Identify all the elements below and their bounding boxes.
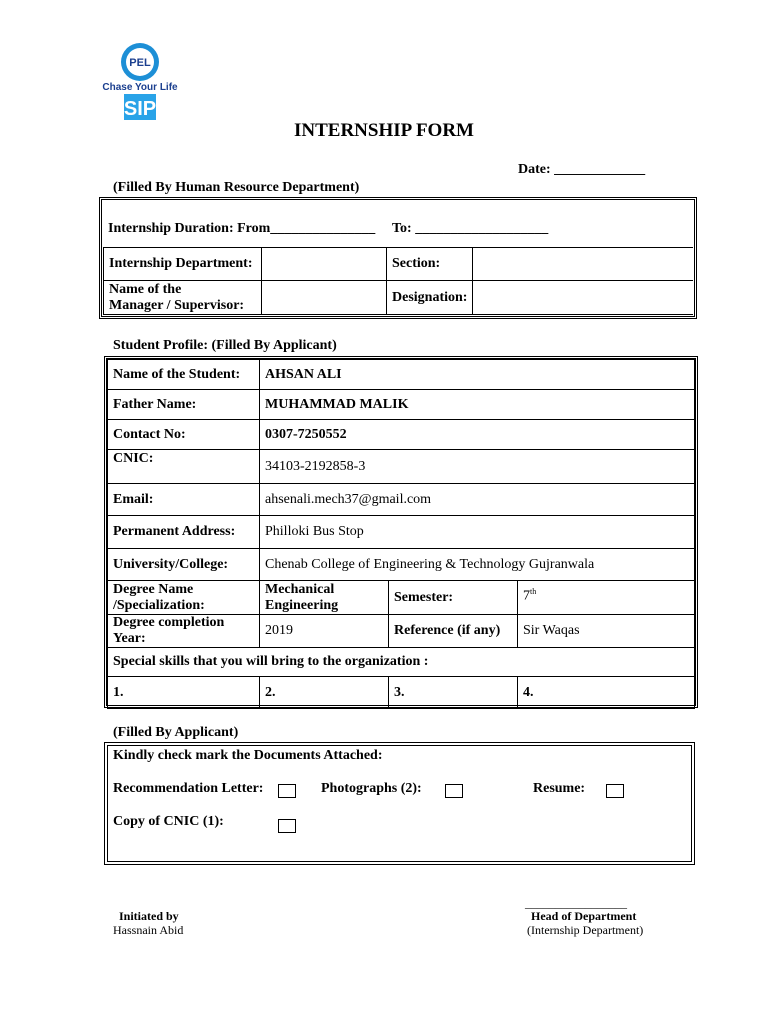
cnic-copy-checkbox[interactable] [278,819,296,833]
hr-table [103,247,693,315]
photographs-label: Photographs (2): [321,781,422,796]
university-value[interactable]: Chenab College of Engineering & Technology Gujranwala [260,549,695,581]
initiated-by-name: Hassnain Abid [113,923,184,937]
degree-label: Degree Name /Specialization: [108,581,260,615]
student-name-label: Name of the Student: [108,360,260,390]
reference-label: Reference (if any) [389,615,518,648]
recommendation-letter-label: Recommendation Letter: [113,781,264,796]
hod-department: (Internship Department) [527,923,644,937]
student-name-value[interactable]: AHSAN ALI [260,360,695,390]
section-input[interactable] [473,248,693,281]
department-input[interactable] [262,248,387,281]
hr-section-heading: (Filled By Human Resource Department) [113,180,360,195]
skill-4[interactable]: 4. [518,677,695,709]
recommendation-letter-checkbox[interactable] [278,784,296,798]
manager-input[interactable] [262,281,387,315]
degree-value[interactable]: Mechanical Engineering [260,581,389,615]
father-name-value[interactable]: MUHAMMAD MALIK [260,390,695,420]
logo-letters: SIP [123,98,157,120]
documents-instruction: Kindly check mark the Documents Attached: [113,748,383,763]
completion-year-label: Degree completion Year: [108,615,260,648]
hod-label: Head of Department [531,909,637,923]
hr-section-box [99,197,697,319]
cnic-label: CNIC: [108,450,260,484]
completion-year-value[interactable]: 2019 [260,615,389,648]
designation-input[interactable] [473,281,693,315]
reference-value[interactable]: Sir Waqas [518,615,695,648]
logo-slogan-text: Chase Your Life [102,82,178,93]
company-logo [102,40,182,122]
university-label: University/College: [108,549,260,581]
logo-pel-text: PEL [129,57,151,69]
cnic-value[interactable]: 34103-2192858-3 [260,450,695,484]
skill-3[interactable]: 3. [389,677,518,709]
form-title: INTERNSHIP FORM [294,120,474,141]
photographs-checkbox[interactable] [445,784,463,798]
duration-from-field[interactable]: Internship Duration: From_______________ [108,221,376,236]
hod-signature-line[interactable]: _________________ [525,896,627,910]
duration-to-field[interactable]: To: ___________________ [392,221,549,236]
manager-label: Name of the Manager / Supervisor: [104,281,262,315]
resume-label: Resume: [533,781,586,796]
skill-2[interactable]: 2. [260,677,389,709]
designation-label: Designation: [387,281,473,315]
student-section-heading: Student Profile: (Filled By Applicant) [113,338,337,353]
student-table [107,359,695,709]
email-value[interactable]: ahsenali.mech37@gmail.com [260,484,695,516]
special-skills-label: Special skills that you will bring to the organization : [108,648,695,677]
semester-label: Semester: [389,581,518,615]
contact-label: Contact No: [108,420,260,450]
semester-value[interactable]: 7th [518,581,695,615]
date-field[interactable]: Date: _____________ [518,162,646,177]
cnic-copy-label: Copy of CNIC (1): [113,814,224,829]
resume-checkbox[interactable] [606,784,624,798]
skill-1[interactable]: 1. [108,677,260,709]
department-label: Internship Department: [104,248,262,281]
father-name-label: Father Name: [108,390,260,420]
initiated-by-label: Initiated by [119,909,179,923]
address-label: Permanent Address: [108,516,260,549]
section-label: Section: [387,248,473,281]
contact-value[interactable]: 0307-7250552 [260,420,695,450]
email-label: Email: [108,484,260,516]
student-profile-box [104,356,698,708]
documents-section-heading: (Filled By Applicant) [113,725,239,740]
address-value[interactable]: Philloki Bus Stop [260,516,695,549]
documents-box [104,742,695,865]
